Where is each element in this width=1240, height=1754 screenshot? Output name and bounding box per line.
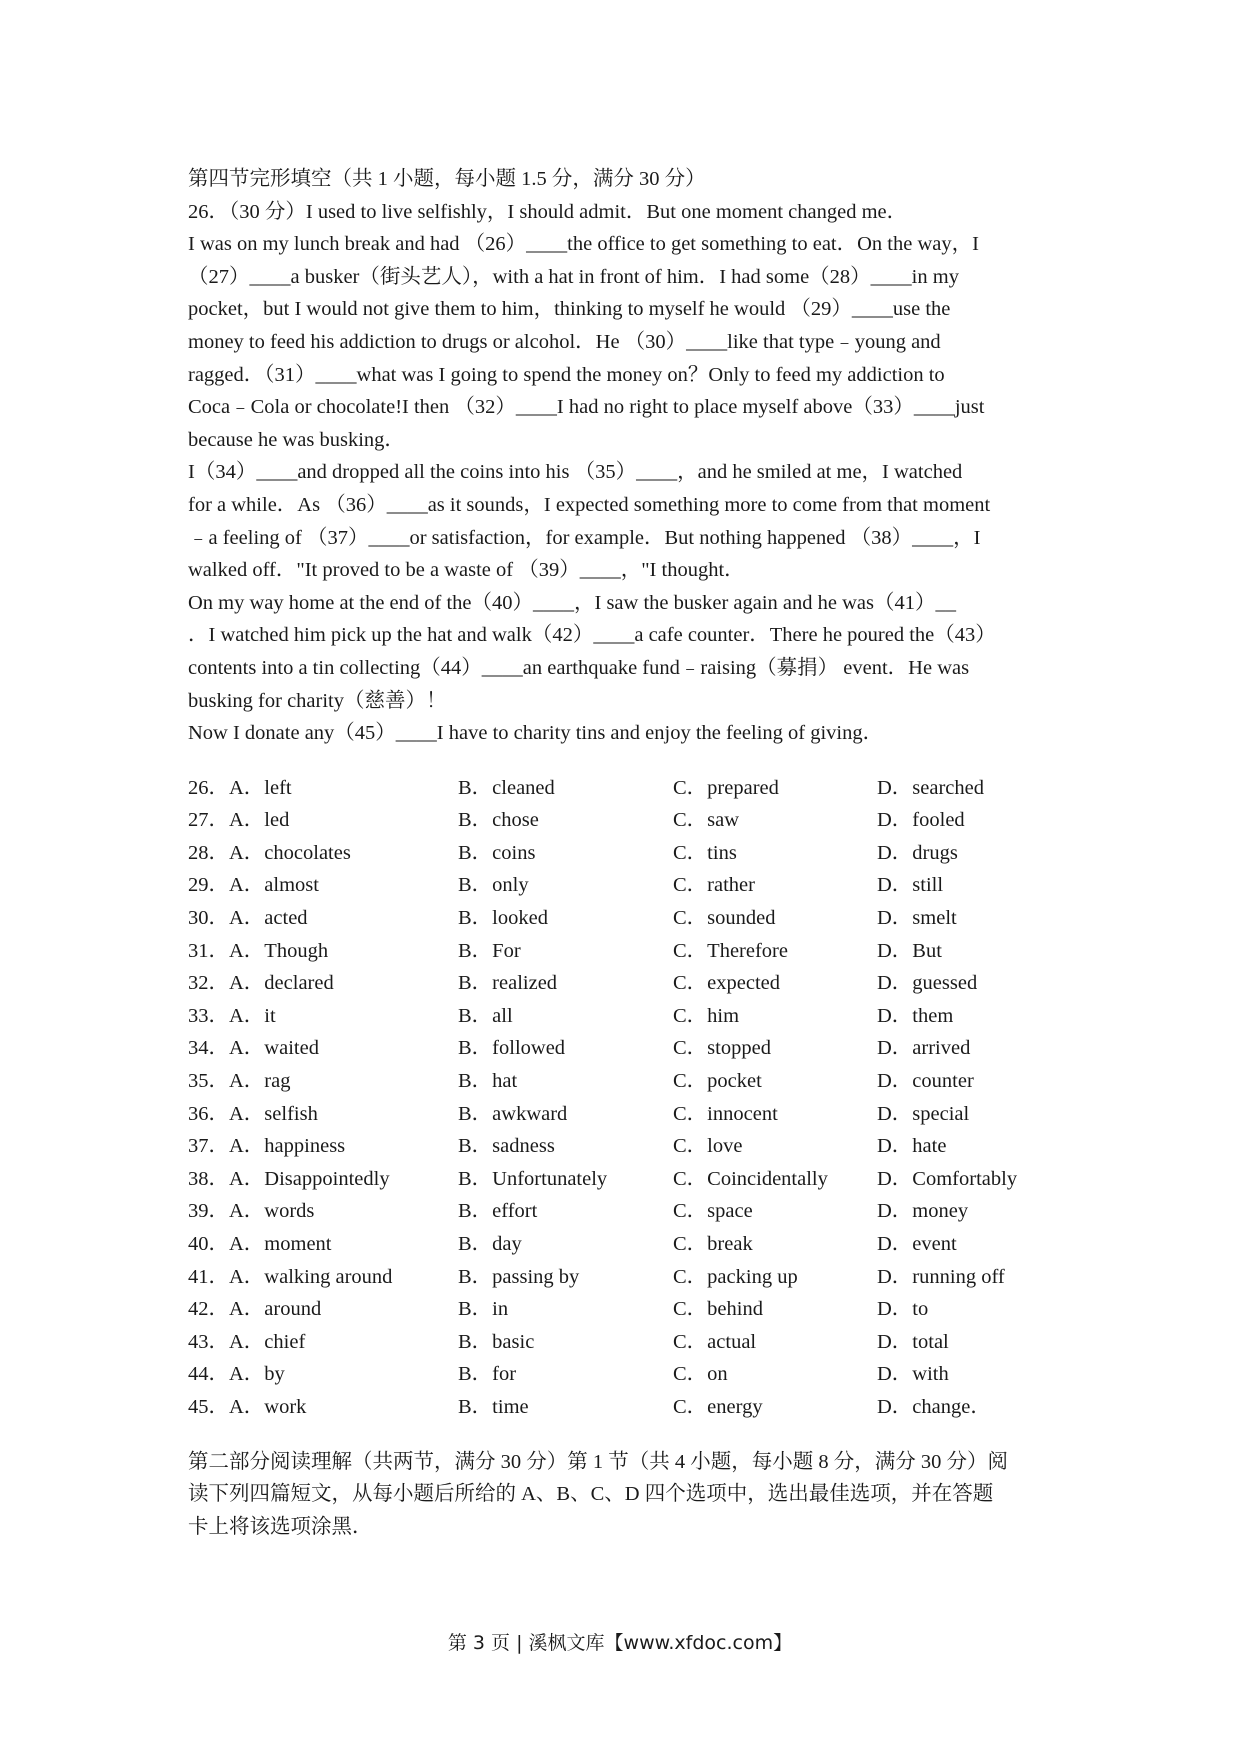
cloze-passage xyxy=(188,196,1058,750)
option-a: 42．A．around xyxy=(188,1298,322,1321)
option-b: B．hat xyxy=(458,1070,518,1093)
option-c: C．saw xyxy=(673,809,740,832)
option-c: C．sounded xyxy=(673,907,776,930)
passage-line: Coca﹣Cola or chocolate!I then （32）____I had no right to place myself above（33）____just xyxy=(188,396,985,419)
option-a: 37．A．happiness xyxy=(188,1135,346,1158)
passage-line: contents into a tin collecting（44）____an earthquake fund﹣raising（募捐） event．He was xyxy=(188,656,970,679)
option-a: 38．A．Disappointedly xyxy=(188,1167,390,1190)
option-b: B．cleaned xyxy=(458,776,555,799)
option-c: C．love xyxy=(673,1135,743,1158)
option-c: C．him xyxy=(673,1004,740,1027)
option-c: C．actual xyxy=(673,1330,757,1353)
option-row xyxy=(188,1032,1037,1065)
option-c: C．energy xyxy=(673,1395,763,1418)
passage-line: ﹣a feeling of （37）____or satisfaction，for example．But nothing happened （38）____，I xyxy=(188,526,981,549)
passage-line: walked off．"It proved to be a waste of （39）____，"I thought． xyxy=(188,559,745,582)
option-b: B．effort xyxy=(458,1200,538,1223)
spacer xyxy=(188,750,1058,772)
option-row xyxy=(188,837,1037,870)
option-row xyxy=(188,902,1037,935)
instruction-line: 第二部分阅读理解（共两节，满分 30 分）第 1 节（共 4 小题，每小题 8 分，满分 30 分）阅 xyxy=(188,1450,1008,1473)
option-d: D．event xyxy=(877,1233,957,1255)
option-row xyxy=(188,1261,1037,1294)
option-d: D．special xyxy=(877,1102,970,1125)
passage-line: money to feed his addiction to drugs or alcohol．He （30）____like that type﹣young and xyxy=(188,330,941,353)
option-row xyxy=(188,1293,1037,1326)
option-c: C．stopped xyxy=(673,1037,771,1060)
option-d: D．hate xyxy=(877,1135,947,1158)
option-d: D．smelt xyxy=(877,907,957,930)
option-b: B．awkward xyxy=(458,1102,568,1125)
option-b: B．realized xyxy=(458,972,558,995)
option-c: C．break xyxy=(673,1233,753,1255)
passage-line: because he was busking． xyxy=(188,428,405,451)
option-a: 33．A．it xyxy=(188,1004,276,1027)
section-header: 第四节完形填空（共 1 小题，每小题 1.5 分，满分 30 分） xyxy=(188,168,706,190)
option-row xyxy=(188,1098,1037,1131)
option-d: D．Comfortably xyxy=(877,1167,1018,1190)
option-c: C．rather xyxy=(673,874,755,897)
passage-line: I was on my lunch break and had （26）____the office to get something to eat．On the way，I xyxy=(188,233,979,256)
passage-line: busking for charity（慈善）！ xyxy=(188,689,447,712)
option-row xyxy=(188,1195,1037,1228)
option-b: B．time xyxy=(458,1395,529,1418)
option-a: 39．A．words xyxy=(188,1200,315,1223)
passage-line: pocket，but I would not give them to him，thinking to myself he would （29）____use the xyxy=(188,298,951,321)
option-d: D．with xyxy=(877,1363,949,1386)
option-row xyxy=(188,869,1037,902)
option-b: B．coins xyxy=(458,841,536,864)
option-b: B．passing by xyxy=(458,1265,580,1288)
passage-line: （27）____a busker（街头艺人），with a hat in front of him．I had some（28）____in my xyxy=(188,265,959,288)
option-c: C．innocent xyxy=(673,1102,778,1125)
passage-line: On my way home at the end of the（40）____，I saw the busker again and he was（41）__ xyxy=(188,591,957,614)
option-row xyxy=(188,935,1037,968)
instruction-line: 读下列四篇短文，从每小题后所给的 A、B、C、D 四个选项中，选出最佳选项，并在答题 xyxy=(188,1483,994,1506)
option-b: B．looked xyxy=(458,907,548,930)
option-row xyxy=(188,1358,1037,1391)
document-body xyxy=(188,163,1058,1543)
option-a: 26．A．left xyxy=(188,776,292,799)
option-c: C．on xyxy=(673,1363,728,1386)
option-a: 34．A．waited xyxy=(188,1037,319,1060)
option-c: C．pocket xyxy=(673,1070,762,1093)
option-c: C．expected xyxy=(673,972,781,995)
option-a: 35．A．rag xyxy=(188,1070,291,1093)
option-row xyxy=(188,1065,1037,1098)
option-d: D．arrived xyxy=(877,1037,971,1060)
option-row xyxy=(188,804,1037,837)
option-row xyxy=(188,1000,1037,1033)
option-b: B．For xyxy=(458,939,521,962)
option-a: 40．A．moment xyxy=(188,1233,332,1255)
option-c: C．behind xyxy=(673,1298,763,1321)
option-a: 27．A．led xyxy=(188,809,290,832)
option-row xyxy=(188,1326,1037,1359)
passage-line: 26．（30 分）I used to live selfishly，I should admit．But one moment changed me． xyxy=(188,200,908,223)
option-c: C．space xyxy=(673,1200,753,1223)
page-footer: 第 3 页 | 溪枫文库【www.xfdoc.com】 xyxy=(447,1632,793,1654)
option-row xyxy=(188,967,1037,1000)
option-d: D．fooled xyxy=(877,809,965,832)
option-a: 28．A．chocolates xyxy=(188,841,351,864)
option-c: C．Therefore xyxy=(673,939,788,962)
option-d: D．change． xyxy=(877,1395,991,1418)
option-d: D．But xyxy=(877,939,942,962)
option-d: D．searched xyxy=(877,776,985,799)
option-a: 41．A．walking around xyxy=(188,1265,393,1288)
passage-line: ．I watched him pick up the hat and walk（42）____a cafe counter．There he poured the（43） xyxy=(188,624,996,647)
instruction-line: 卡上将该选项涂黑． xyxy=(188,1515,373,1538)
option-a: 44．A．by xyxy=(188,1363,285,1386)
option-a: 43．A．chief xyxy=(188,1330,306,1353)
passage-line: for a while．As （36）____as it sounds，I expected something more to come from that moment xyxy=(188,493,991,516)
options-table xyxy=(188,772,1037,1424)
option-b: B．chose xyxy=(458,809,539,832)
option-a: 32．A．declared xyxy=(188,972,334,995)
option-d: D．money xyxy=(877,1200,969,1223)
option-row xyxy=(188,772,1037,805)
option-d: D．drugs xyxy=(877,841,958,864)
option-c: C．packing up xyxy=(673,1265,798,1288)
spacer xyxy=(188,1424,1058,1446)
option-c: C．prepared xyxy=(673,776,779,799)
option-b: B．only xyxy=(458,874,529,897)
option-b: B．for xyxy=(458,1363,517,1386)
option-a: 45．A．work xyxy=(188,1395,307,1418)
option-b: B．Unfortunately xyxy=(458,1167,608,1190)
option-d: D．counter xyxy=(877,1070,974,1093)
option-b: B．followed xyxy=(458,1037,566,1060)
option-b: B．day xyxy=(458,1233,522,1255)
option-b: B．basic xyxy=(458,1330,535,1353)
option-a: 30．A．acted xyxy=(188,907,308,930)
option-b: B．in xyxy=(458,1298,509,1321)
option-d: D．guessed xyxy=(877,972,978,995)
option-d: D．them xyxy=(877,1004,954,1027)
option-d: D．running off xyxy=(877,1265,1005,1288)
option-d: D．total xyxy=(877,1330,949,1353)
option-d: D．to xyxy=(877,1298,929,1321)
option-row xyxy=(188,1130,1037,1163)
passage-line: I（34）____and dropped all the coins into his （35）____，and he smiled at me，I watched xyxy=(188,461,963,484)
option-d: D．still xyxy=(877,874,944,897)
part2-instructions xyxy=(188,1446,1058,1544)
option-a: 31．A．Though xyxy=(188,939,329,962)
option-b: B．all xyxy=(458,1004,513,1027)
option-row xyxy=(188,1228,1037,1261)
passage-line: Now I donate any（45）____I have to charity tins and enjoy the feeling of giving． xyxy=(188,722,884,745)
option-c: C．Coincidentally xyxy=(673,1167,828,1190)
option-row xyxy=(188,1391,1037,1424)
passage-line: ragged．（31）____what was I going to spend the money on？Only to feed my addiction to xyxy=(188,363,945,386)
option-a: 36．A．selfish xyxy=(188,1102,318,1125)
option-c: C．tins xyxy=(673,841,737,864)
option-row xyxy=(188,1163,1037,1196)
option-b: B．sadness xyxy=(458,1135,555,1158)
option-a: 29．A．almost xyxy=(188,874,319,897)
